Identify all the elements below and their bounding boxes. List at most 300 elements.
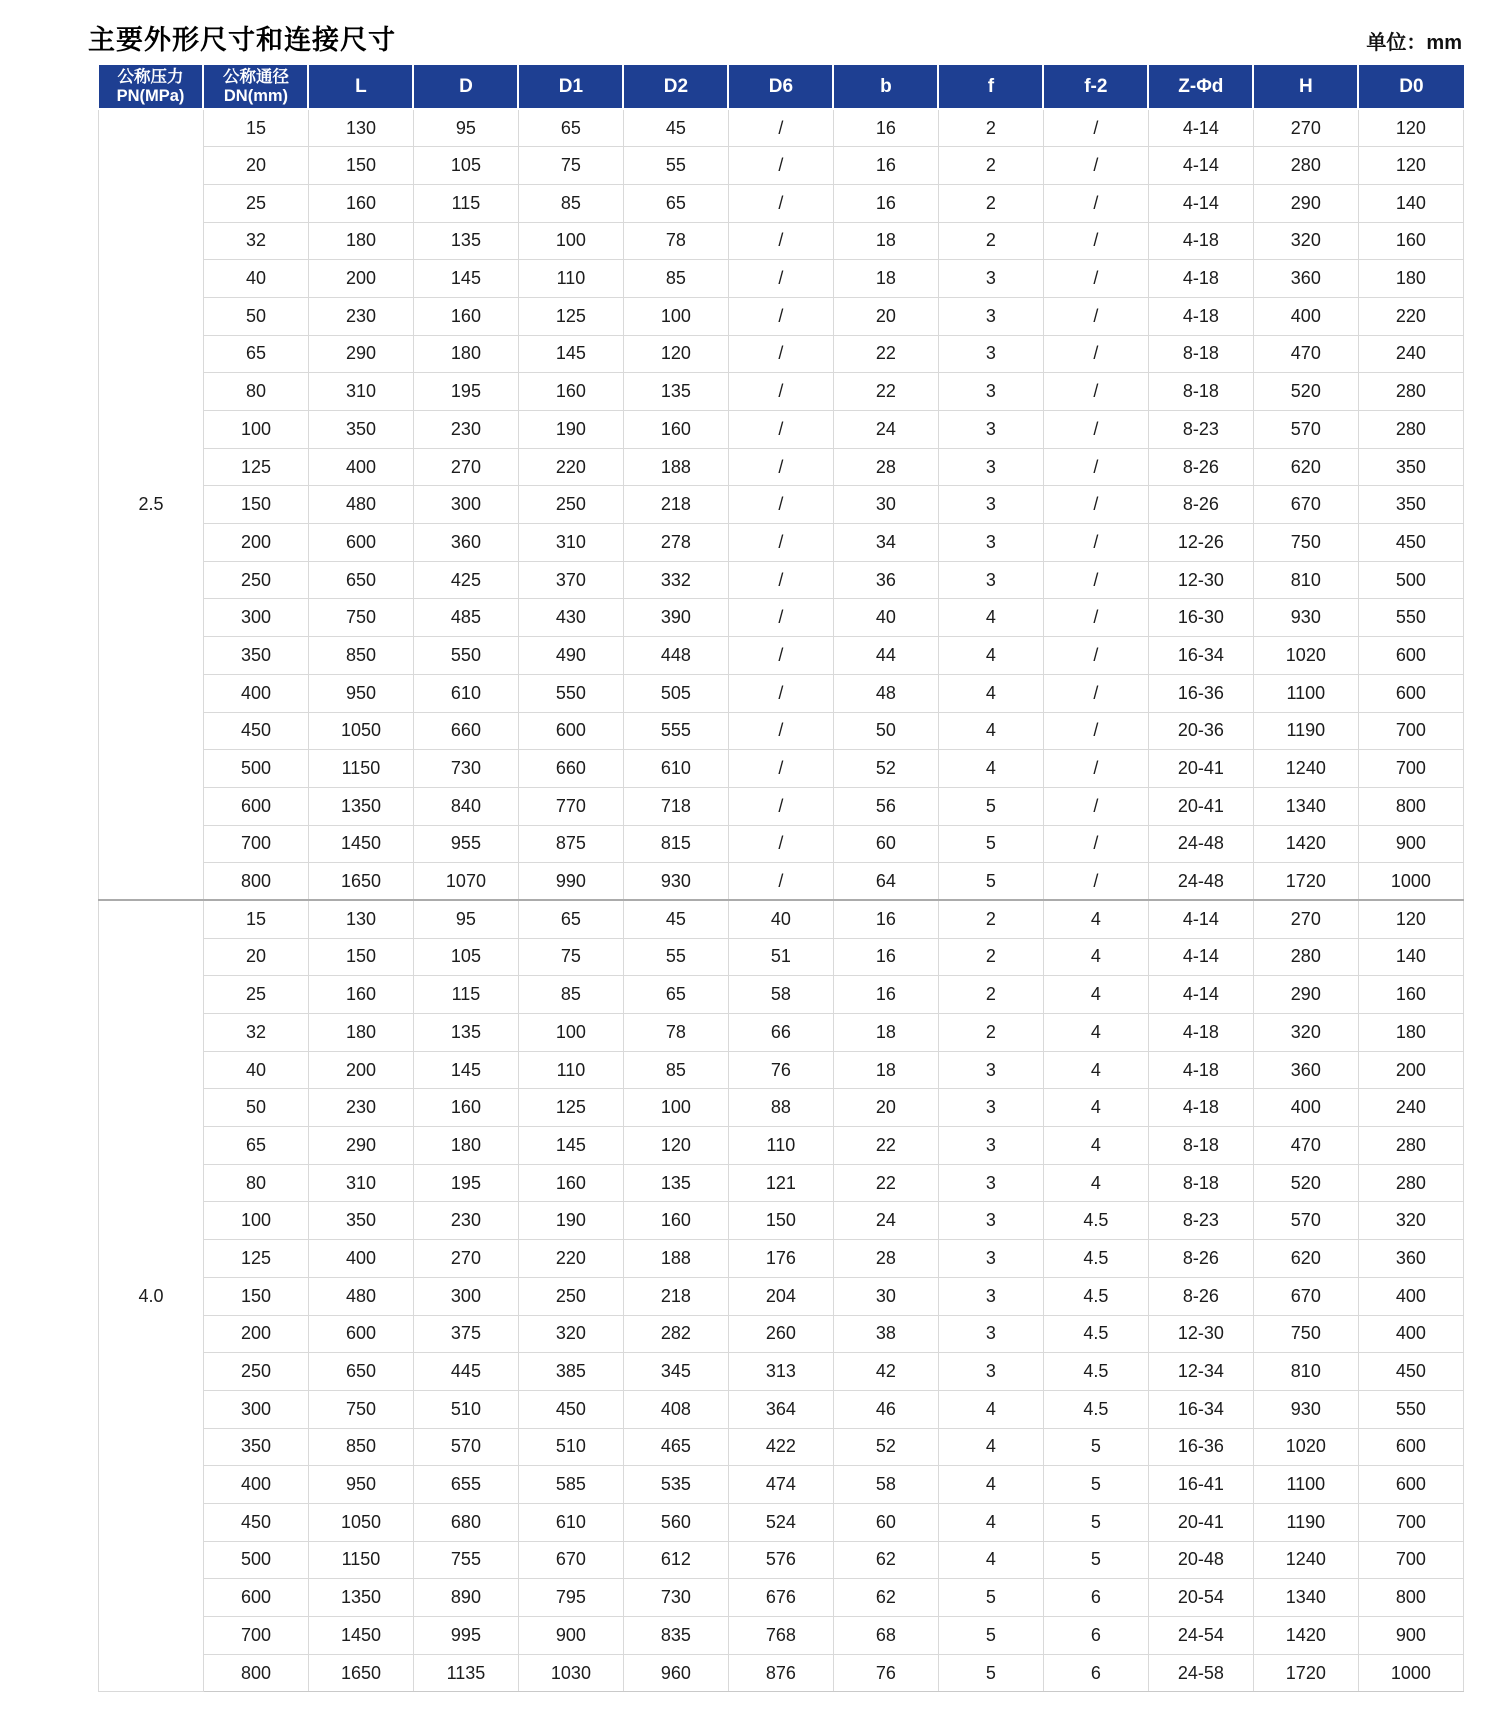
table-cell-f: 3: [938, 1202, 1043, 1240]
table-row: [99, 297, 1464, 335]
table-cell-D: 95: [413, 900, 518, 938]
table-cell-D2: 218: [623, 1277, 728, 1315]
column-header-dn: 公称通径 DN(mm): [203, 65, 308, 109]
table-cell-L: 650: [308, 1353, 413, 1391]
table-cell-D1: 550: [518, 674, 623, 712]
table-cell-L: 1650: [308, 863, 413, 901]
table-cell-f: 3: [938, 524, 1043, 562]
column-header-L: L: [308, 65, 413, 109]
table-cell-D: 995: [413, 1617, 518, 1655]
table-cell-D0: 280: [1358, 1127, 1463, 1165]
table-cell-b: 68: [833, 1617, 938, 1655]
table-cell-H: 280: [1253, 938, 1358, 976]
table-cell-H: 750: [1253, 524, 1358, 562]
table-cell-H: 810: [1253, 561, 1358, 599]
table-cell-D0: 140: [1358, 184, 1463, 222]
table-row: [99, 1503, 1464, 1541]
table-cell-H: 470: [1253, 1127, 1358, 1165]
table-cell-zphid: 20-54: [1148, 1579, 1253, 1617]
table-cell-f: 4: [938, 1390, 1043, 1428]
table-cell-D1: 100: [518, 222, 623, 260]
table-cell-f: 5: [938, 1617, 1043, 1655]
table-cell-D2: 135: [623, 373, 728, 411]
table-cell-H: 520: [1253, 373, 1358, 411]
table-cell-D1: 85: [518, 976, 623, 1014]
table-cell-b: 18: [833, 222, 938, 260]
table-row: [99, 863, 1464, 901]
table-cell-D2: 135: [623, 1164, 728, 1202]
table-cell-D0: 280: [1358, 373, 1463, 411]
table-cell-L: 400: [308, 448, 413, 486]
table-row: [99, 1277, 1464, 1315]
table-cell-H: 1420: [1253, 825, 1358, 863]
table-cell-L: 290: [308, 1127, 413, 1165]
table-cell-D0: 160: [1358, 976, 1463, 1014]
table-cell-L: 400: [308, 1240, 413, 1278]
table-cell-D2: 535: [623, 1466, 728, 1504]
table-cell-L: 1050: [308, 1503, 413, 1541]
table-cell-f: 3: [938, 1240, 1043, 1278]
table-cell-f2: /: [1043, 297, 1148, 335]
table-cell-f: 4: [938, 1541, 1043, 1579]
table-cell-L: 230: [308, 297, 413, 335]
table-cell-f2: /: [1043, 674, 1148, 712]
table-cell-D: 375: [413, 1315, 518, 1353]
table-cell-D2: 65: [623, 976, 728, 1014]
table-row: [99, 561, 1464, 599]
table-cell-D2: 188: [623, 1240, 728, 1278]
table-cell-f: 3: [938, 1315, 1043, 1353]
table-cell-D1: 65: [518, 109, 623, 147]
table-cell-dn: 450: [203, 1503, 308, 1541]
table-cell-D2: 78: [623, 222, 728, 260]
table-cell-H: 1190: [1253, 712, 1358, 750]
table-cell-zphid: 8-18: [1148, 335, 1253, 373]
table-cell-zphid: 12-34: [1148, 1353, 1253, 1391]
table-row: [99, 825, 1464, 863]
table-cell-D1: 75: [518, 938, 623, 976]
table-cell-zphid: 8-18: [1148, 1164, 1253, 1202]
table-cell-L: 180: [308, 222, 413, 260]
table-cell-D2: 815: [623, 825, 728, 863]
table-cell-dn: 800: [203, 863, 308, 901]
table-row: [99, 1315, 1464, 1353]
table-cell-b: 16: [833, 938, 938, 976]
table-cell-D6: /: [728, 825, 833, 863]
table-row: [99, 712, 1464, 750]
table-row: [99, 976, 1464, 1014]
table-cell-D6: /: [728, 561, 833, 599]
table-row: [99, 147, 1464, 185]
table-cell-D6: /: [728, 448, 833, 486]
table-cell-f2: 5: [1043, 1541, 1148, 1579]
table-cell-H: 1190: [1253, 1503, 1358, 1541]
table-cell-b: 22: [833, 373, 938, 411]
table-cell-L: 1150: [308, 750, 413, 788]
table-cell-D0: 600: [1358, 674, 1463, 712]
table-cell-D1: 110: [518, 1051, 623, 1089]
table-cell-D: 890: [413, 1579, 518, 1617]
table-cell-b: 62: [833, 1579, 938, 1617]
table-cell-f: 2: [938, 184, 1043, 222]
table-cell-zphid: 24-48: [1148, 825, 1253, 863]
table-cell-D6: 66: [728, 1014, 833, 1052]
table-cell-D6: /: [728, 599, 833, 637]
table-cell-H: 360: [1253, 260, 1358, 298]
table-cell-D: 115: [413, 184, 518, 222]
table-row: [99, 448, 1464, 486]
table-cell-D2: 610: [623, 750, 728, 788]
table-cell-D0: 200: [1358, 1051, 1463, 1089]
table-cell-D1: 450: [518, 1390, 623, 1428]
table-cell-D0: 700: [1358, 750, 1463, 788]
table-cell-H: 1100: [1253, 674, 1358, 712]
table-cell-zphid: 4-18: [1148, 260, 1253, 298]
table-cell-dn: 400: [203, 1466, 308, 1504]
table-cell-b: 30: [833, 486, 938, 524]
table-cell-D: 300: [413, 1277, 518, 1315]
table-cell-zphid: 16-41: [1148, 1466, 1253, 1504]
table-cell-f2: 4: [1043, 900, 1148, 938]
table-cell-D1: 370: [518, 561, 623, 599]
table-cell-L: 1450: [308, 825, 413, 863]
table-cell-D: 425: [413, 561, 518, 599]
table-cell-D0: 700: [1358, 1541, 1463, 1579]
table-cell-f: 5: [938, 1654, 1043, 1692]
table-cell-H: 320: [1253, 1014, 1358, 1052]
table-cell-D2: 505: [623, 674, 728, 712]
table-cell-D2: 65: [623, 184, 728, 222]
table-cell-D1: 600: [518, 712, 623, 750]
table-row: [99, 411, 1464, 449]
table-cell-D1: 875: [518, 825, 623, 863]
table-cell-f2: 4: [1043, 1051, 1148, 1089]
column-header-D6: D6: [728, 65, 833, 109]
table-cell-D2: 120: [623, 335, 728, 373]
table-cell-D: 360: [413, 524, 518, 562]
table-cell-dn: 50: [203, 1089, 308, 1127]
table-cell-D6: /: [728, 184, 833, 222]
table-cell-L: 180: [308, 1014, 413, 1052]
table-cell-f: 4: [938, 712, 1043, 750]
pn-section-label: 4.0: [99, 900, 204, 1691]
table-cell-D1: 250: [518, 1277, 623, 1315]
table-cell-D0: 700: [1358, 712, 1463, 750]
column-header-D1: D1: [518, 65, 623, 109]
table-cell-D1: 770: [518, 787, 623, 825]
table-body: [99, 109, 1464, 1692]
table-cell-H: 670: [1253, 486, 1358, 524]
table-row: [99, 486, 1464, 524]
table-cell-D6: /: [728, 787, 833, 825]
table-cell-D: 680: [413, 1503, 518, 1541]
table-cell-D1: 220: [518, 448, 623, 486]
table-cell-D6: 40: [728, 900, 833, 938]
table-cell-D: 160: [413, 1089, 518, 1127]
table-cell-zphid: 4-14: [1148, 184, 1253, 222]
table-cell-L: 200: [308, 1051, 413, 1089]
table-cell-H: 620: [1253, 1240, 1358, 1278]
table-cell-b: 42: [833, 1353, 938, 1391]
table-cell-D1: 125: [518, 1089, 623, 1127]
table-cell-D6: 204: [728, 1277, 833, 1315]
table-cell-H: 1420: [1253, 1617, 1358, 1655]
table-cell-dn: 100: [203, 411, 308, 449]
table-cell-L: 160: [308, 184, 413, 222]
table-row: [99, 787, 1464, 825]
table-cell-f: 3: [938, 373, 1043, 411]
table-cell-D0: 600: [1358, 1428, 1463, 1466]
table-cell-f2: /: [1043, 599, 1148, 637]
table-cell-L: 1450: [308, 1617, 413, 1655]
table-row: [99, 1579, 1464, 1617]
table-cell-zphid: 8-26: [1148, 1240, 1253, 1278]
table-cell-f2: 4: [1043, 1164, 1148, 1202]
table-cell-zphid: 16-34: [1148, 637, 1253, 675]
table-cell-b: 18: [833, 1014, 938, 1052]
table-cell-dn: 300: [203, 1390, 308, 1428]
table-cell-D0: 280: [1358, 411, 1463, 449]
table-cell-D1: 160: [518, 373, 623, 411]
table-cell-D0: 400: [1358, 1315, 1463, 1353]
table-cell-zphid: 20-41: [1148, 750, 1253, 788]
table-cell-b: 18: [833, 1051, 938, 1089]
table-cell-b: 16: [833, 109, 938, 147]
table-cell-f: 2: [938, 147, 1043, 185]
table-cell-L: 850: [308, 1428, 413, 1466]
table-cell-f: 3: [938, 1353, 1043, 1391]
table-cell-D: 95: [413, 109, 518, 147]
table-cell-f2: /: [1043, 486, 1148, 524]
table-cell-H: 930: [1253, 599, 1358, 637]
table-row: [99, 1014, 1464, 1052]
table-cell-f2: 4: [1043, 1127, 1148, 1165]
table-cell-b: 58: [833, 1466, 938, 1504]
table-cell-zphid: 20-36: [1148, 712, 1253, 750]
table-cell-D: 550: [413, 637, 518, 675]
table-cell-H: 570: [1253, 411, 1358, 449]
table-cell-L: 310: [308, 373, 413, 411]
table-cell-D0: 900: [1358, 825, 1463, 863]
table-cell-f: 3: [938, 411, 1043, 449]
table-cell-D6: 121: [728, 1164, 833, 1202]
table-cell-f2: /: [1043, 373, 1148, 411]
table-row: [99, 637, 1464, 675]
table-cell-D0: 800: [1358, 1579, 1463, 1617]
table-cell-D6: /: [728, 863, 833, 901]
table-cell-f: 3: [938, 260, 1043, 298]
table-cell-zphid: 4-18: [1148, 1089, 1253, 1127]
table-cell-D0: 500: [1358, 561, 1463, 599]
table-cell-D0: 900: [1358, 1617, 1463, 1655]
table-cell-dn: 100: [203, 1202, 308, 1240]
table-cell-L: 1150: [308, 1541, 413, 1579]
table-cell-f: 3: [938, 448, 1043, 486]
table-cell-b: 22: [833, 1127, 938, 1165]
table-cell-H: 810: [1253, 1353, 1358, 1391]
table-cell-f2: /: [1043, 411, 1148, 449]
table-cell-D6: 422: [728, 1428, 833, 1466]
table-cell-f2: 4: [1043, 1089, 1148, 1127]
table-cell-zphid: 8-26: [1148, 486, 1253, 524]
table-cell-D1: 190: [518, 1202, 623, 1240]
table-cell-f2: 4: [1043, 938, 1148, 976]
table-cell-f2: /: [1043, 863, 1148, 901]
table-cell-b: 38: [833, 1315, 938, 1353]
table-cell-L: 850: [308, 637, 413, 675]
table-cell-D6: 58: [728, 976, 833, 1014]
table-cell-D6: 364: [728, 1390, 833, 1428]
table-cell-b: 24: [833, 411, 938, 449]
table-cell-D2: 960: [623, 1654, 728, 1692]
table-cell-zphid: 24-58: [1148, 1654, 1253, 1692]
table-cell-b: 16: [833, 976, 938, 1014]
table-cell-f: 4: [938, 750, 1043, 788]
table-cell-D2: 55: [623, 147, 728, 185]
table-cell-dn: 700: [203, 1617, 308, 1655]
table-cell-D1: 65: [518, 900, 623, 938]
table-cell-zphid: 16-34: [1148, 1390, 1253, 1428]
table-header: [99, 65, 1464, 109]
table-cell-f: 4: [938, 637, 1043, 675]
table-cell-b: 46: [833, 1390, 938, 1428]
table-cell-zphid: 4-14: [1148, 938, 1253, 976]
table-row: [99, 1353, 1464, 1391]
table-cell-zphid: 8-26: [1148, 1277, 1253, 1315]
table-cell-b: 62: [833, 1541, 938, 1579]
table-cell-D0: 350: [1358, 448, 1463, 486]
table-cell-f2: /: [1043, 448, 1148, 486]
table-cell-D6: /: [728, 750, 833, 788]
table-cell-D: 485: [413, 599, 518, 637]
table-cell-D0: 600: [1358, 637, 1463, 675]
table-cell-D0: 350: [1358, 486, 1463, 524]
table-cell-D6: /: [728, 486, 833, 524]
table-cell-L: 350: [308, 411, 413, 449]
table-cell-L: 750: [308, 1390, 413, 1428]
table-cell-D2: 160: [623, 411, 728, 449]
table-cell-D6: /: [728, 147, 833, 185]
table-cell-dn: 600: [203, 1579, 308, 1617]
table-cell-D1: 75: [518, 147, 623, 185]
table-cell-D0: 400: [1358, 1277, 1463, 1315]
table-cell-b: 60: [833, 825, 938, 863]
table-cell-D6: /: [728, 373, 833, 411]
table-cell-L: 600: [308, 1315, 413, 1353]
table-cell-D1: 385: [518, 1353, 623, 1391]
table-cell-H: 400: [1253, 1089, 1358, 1127]
table-cell-dn: 25: [203, 976, 308, 1014]
table-cell-zphid: 24-54: [1148, 1617, 1253, 1655]
table-cell-L: 310: [308, 1164, 413, 1202]
table-cell-D: 160: [413, 297, 518, 335]
table-row: [99, 222, 1464, 260]
pn-section-label: 2.5: [99, 109, 204, 900]
table-cell-f2: /: [1043, 335, 1148, 373]
table-cell-D6: 313: [728, 1353, 833, 1391]
table-cell-D0: 280: [1358, 1164, 1463, 1202]
table-cell-D1: 310: [518, 524, 623, 562]
table-cell-b: 28: [833, 448, 938, 486]
table-cell-D6: /: [728, 222, 833, 260]
table-cell-dn: 32: [203, 222, 308, 260]
table-cell-zphid: 4-14: [1148, 147, 1253, 185]
table-cell-f2: 5: [1043, 1466, 1148, 1504]
table-cell-D2: 408: [623, 1390, 728, 1428]
table-cell-b: 48: [833, 674, 938, 712]
table-cell-f2: /: [1043, 787, 1148, 825]
dimensions-table: [98, 65, 1464, 1692]
table-cell-dn: 15: [203, 900, 308, 938]
table-cell-H: 270: [1253, 109, 1358, 147]
table-cell-D6: /: [728, 411, 833, 449]
table-row: [99, 1428, 1464, 1466]
table-cell-zphid: 8-23: [1148, 411, 1253, 449]
table-cell-b: 36: [833, 561, 938, 599]
table-cell-D1: 250: [518, 486, 623, 524]
table-cell-D1: 160: [518, 1164, 623, 1202]
table-cell-b: 30: [833, 1277, 938, 1315]
table-cell-D: 1135: [413, 1654, 518, 1692]
table-cell-D2: 555: [623, 712, 728, 750]
table-cell-D0: 140: [1358, 938, 1463, 976]
table-cell-D0: 360: [1358, 1240, 1463, 1278]
header-row: [99, 65, 1464, 109]
table-cell-L: 150: [308, 147, 413, 185]
table-cell-f: 2: [938, 900, 1043, 938]
table-cell-D1: 670: [518, 1541, 623, 1579]
table-cell-D: 195: [413, 1164, 518, 1202]
table-cell-f: 4: [938, 599, 1043, 637]
table-cell-H: 1100: [1253, 1466, 1358, 1504]
table-cell-f: 3: [938, 486, 1043, 524]
table-cell-D0: 600: [1358, 1466, 1463, 1504]
table-cell-D6: /: [728, 335, 833, 373]
column-header-f: f: [938, 65, 1043, 109]
table-cell-f: 5: [938, 1579, 1043, 1617]
table-cell-D1: 220: [518, 1240, 623, 1278]
table-cell-b: 20: [833, 1089, 938, 1127]
table-row: [99, 674, 1464, 712]
table-cell-D: 135: [413, 222, 518, 260]
table-cell-b: 40: [833, 599, 938, 637]
table-cell-D2: 85: [623, 1051, 728, 1089]
table-cell-H: 670: [1253, 1277, 1358, 1315]
table-cell-H: 1720: [1253, 1654, 1358, 1692]
table-cell-zphid: 8-26: [1148, 448, 1253, 486]
table-cell-zphid: 24-48: [1148, 863, 1253, 901]
table-cell-D6: /: [728, 674, 833, 712]
table-cell-f2: 4.5: [1043, 1202, 1148, 1240]
table-cell-f2: /: [1043, 637, 1148, 675]
table-cell-D1: 510: [518, 1428, 623, 1466]
table-cell-L: 650: [308, 561, 413, 599]
table-cell-f: 3: [938, 335, 1043, 373]
table-cell-H: 270: [1253, 900, 1358, 938]
table-cell-D2: 278: [623, 524, 728, 562]
table-cell-D0: 180: [1358, 260, 1463, 298]
table-cell-D: 270: [413, 1240, 518, 1278]
table-cell-D: 270: [413, 448, 518, 486]
table-cell-zphid: 20-41: [1148, 1503, 1253, 1541]
table-cell-D6: 524: [728, 1503, 833, 1541]
table-cell-b: 16: [833, 147, 938, 185]
table-cell-D6: 150: [728, 1202, 833, 1240]
table-row: [99, 900, 1464, 938]
table-cell-zphid: 20-48: [1148, 1541, 1253, 1579]
table-cell-L: 1350: [308, 1579, 413, 1617]
table-cell-D0: 220: [1358, 297, 1463, 335]
